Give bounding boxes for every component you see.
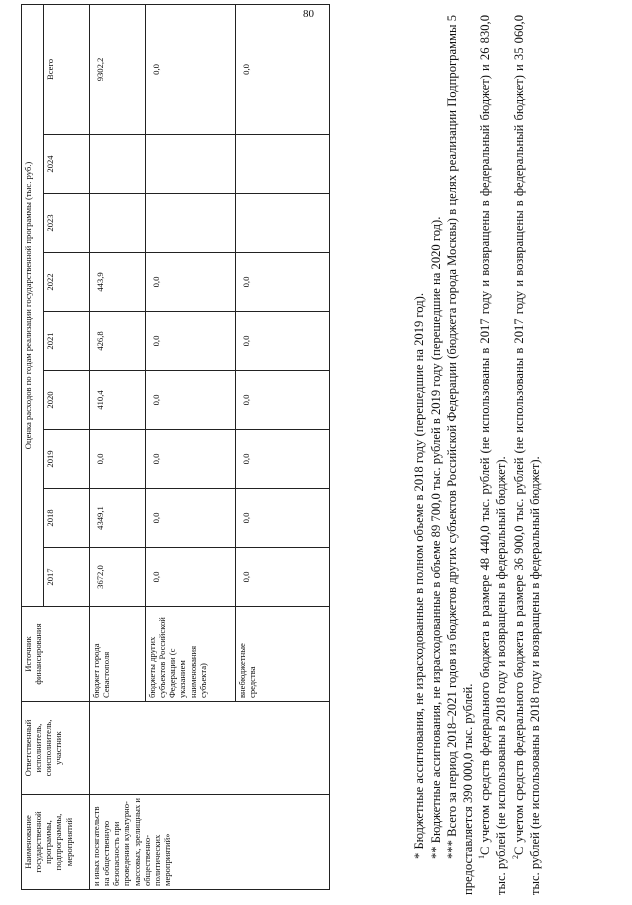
value-cell bbox=[236, 194, 330, 253]
header-program-name: Наименование государственной программы, подпрограммы, мероприятий bbox=[22, 795, 90, 890]
value-cell: 426,8 bbox=[90, 312, 146, 371]
value-cell: 4349,1 bbox=[90, 489, 146, 548]
footnote-1: * Бюджетные ассигнования, не израсходованные в полном объеме в 2018 году (перешедшие на 2019 год). bbox=[412, 293, 426, 859]
footnote-5-text: С учетом средств федерального бюджета в размере 36 900,0 тыс. рублей (не использованы в 2017 году и возвращены в федеральный бюджет) и 35 060,0 тыс. рублей (не использованы в 2018 году и возвращены в федеральный бюджет). bbox=[512, 15, 542, 895]
footnote-2: ** Бюджетные ассигнования, не израсходованные в объеме 89 700,0 тыс. рублей в 2019 году (перешедшие на 2020 год). bbox=[428, 216, 443, 859]
value-cell: 0,0 bbox=[90, 430, 146, 489]
total-cell: 0,0 bbox=[236, 4, 330, 134]
header-year-2019: 2019 bbox=[44, 430, 90, 489]
header-total: Всего bbox=[44, 4, 90, 134]
value-cell: 0,0 bbox=[236, 548, 330, 607]
value-cell bbox=[90, 135, 146, 194]
funding-source-cell: внебюджетные средства bbox=[236, 607, 330, 702]
value-cell: 0,0 bbox=[236, 253, 330, 312]
footnote-4 bbox=[477, 15, 509, 895]
header-year-2017: 2017 bbox=[44, 548, 90, 607]
funding-source-cell: бюджеты других субъектов Российской Федерации (с указанием наименования субъекта) bbox=[146, 607, 236, 702]
header-year-2020: 2020 bbox=[44, 371, 90, 430]
value-cell: 0,0 bbox=[146, 489, 236, 548]
program-name-cell: и иных посягательств на общественную безопасность при проведении культурно-массовых, зрелищных и общественно-политических мероприятий» bbox=[90, 795, 330, 890]
value-cell: 0,0 bbox=[146, 430, 236, 489]
value-cell bbox=[90, 194, 146, 253]
value-cell bbox=[236, 135, 330, 194]
total-cell: 9302,2 bbox=[90, 4, 146, 134]
value-cell: 0,0 bbox=[236, 430, 330, 489]
value-cell: 0,0 bbox=[146, 371, 236, 430]
footnote-5-mark: 2 bbox=[510, 855, 520, 859]
value-cell: 0,0 bbox=[236, 371, 330, 430]
footnotes bbox=[412, 15, 544, 895]
value-cell: 0,0 bbox=[146, 253, 236, 312]
footnote-4-mark: 1 bbox=[477, 855, 487, 859]
footnote-5 bbox=[511, 15, 543, 895]
header-executor: Ответственный исполнитель, соисполнитель, участник bbox=[22, 702, 90, 795]
footnote-4-text: С учетом средств федерального бюджета в размере 48 440,0 тыс. рублей (не использованы в 2017 году и возвращены в федеральный бюджет) и 26 830,0 тыс. рублей (не использованы в 2018 году и возвращены в федеральный бюджет). bbox=[478, 15, 509, 895]
value-cell: 443,9 bbox=[90, 253, 146, 312]
header-year-2023: 2023 bbox=[44, 194, 90, 253]
header-funding-source: Источник финансирования bbox=[22, 607, 90, 702]
funding-source-cell: бюджет города Севастополя bbox=[90, 607, 146, 702]
table-row-sevastopol-budget bbox=[90, 4, 146, 889]
executor-cell bbox=[90, 702, 330, 795]
value-cell: 3672,0 bbox=[90, 548, 146, 607]
header-year-2024: 2024 bbox=[44, 135, 90, 194]
value-cell: 0,0 bbox=[146, 312, 236, 371]
page-number: 80 bbox=[303, 8, 314, 20]
value-cell bbox=[146, 135, 236, 194]
footnote-3: *** Всего за период 2018–2021 годов из бюджетов других субъектов Российской Федерации (бюджета города Москвы) в целях реализации Подпрограммы 5 предоставляется 390 000,0 тыс. рублей. bbox=[445, 15, 475, 895]
value-cell bbox=[146, 194, 236, 253]
header-year-2021: 2021 bbox=[44, 312, 90, 371]
value-cell: 0,0 bbox=[146, 548, 236, 607]
header-expense-estimate: Оценка расходов по годам реализации государственной программы (тыс. руб.) bbox=[22, 4, 44, 606]
total-cell: 0,0 bbox=[146, 4, 236, 134]
value-cell: 0,0 bbox=[236, 489, 330, 548]
header-year-2018: 2018 bbox=[44, 489, 90, 548]
budget-table bbox=[21, 4, 330, 890]
value-cell: 410,4 bbox=[90, 371, 146, 430]
header-year-2022: 2022 bbox=[44, 253, 90, 312]
value-cell: 0,0 bbox=[236, 312, 330, 371]
